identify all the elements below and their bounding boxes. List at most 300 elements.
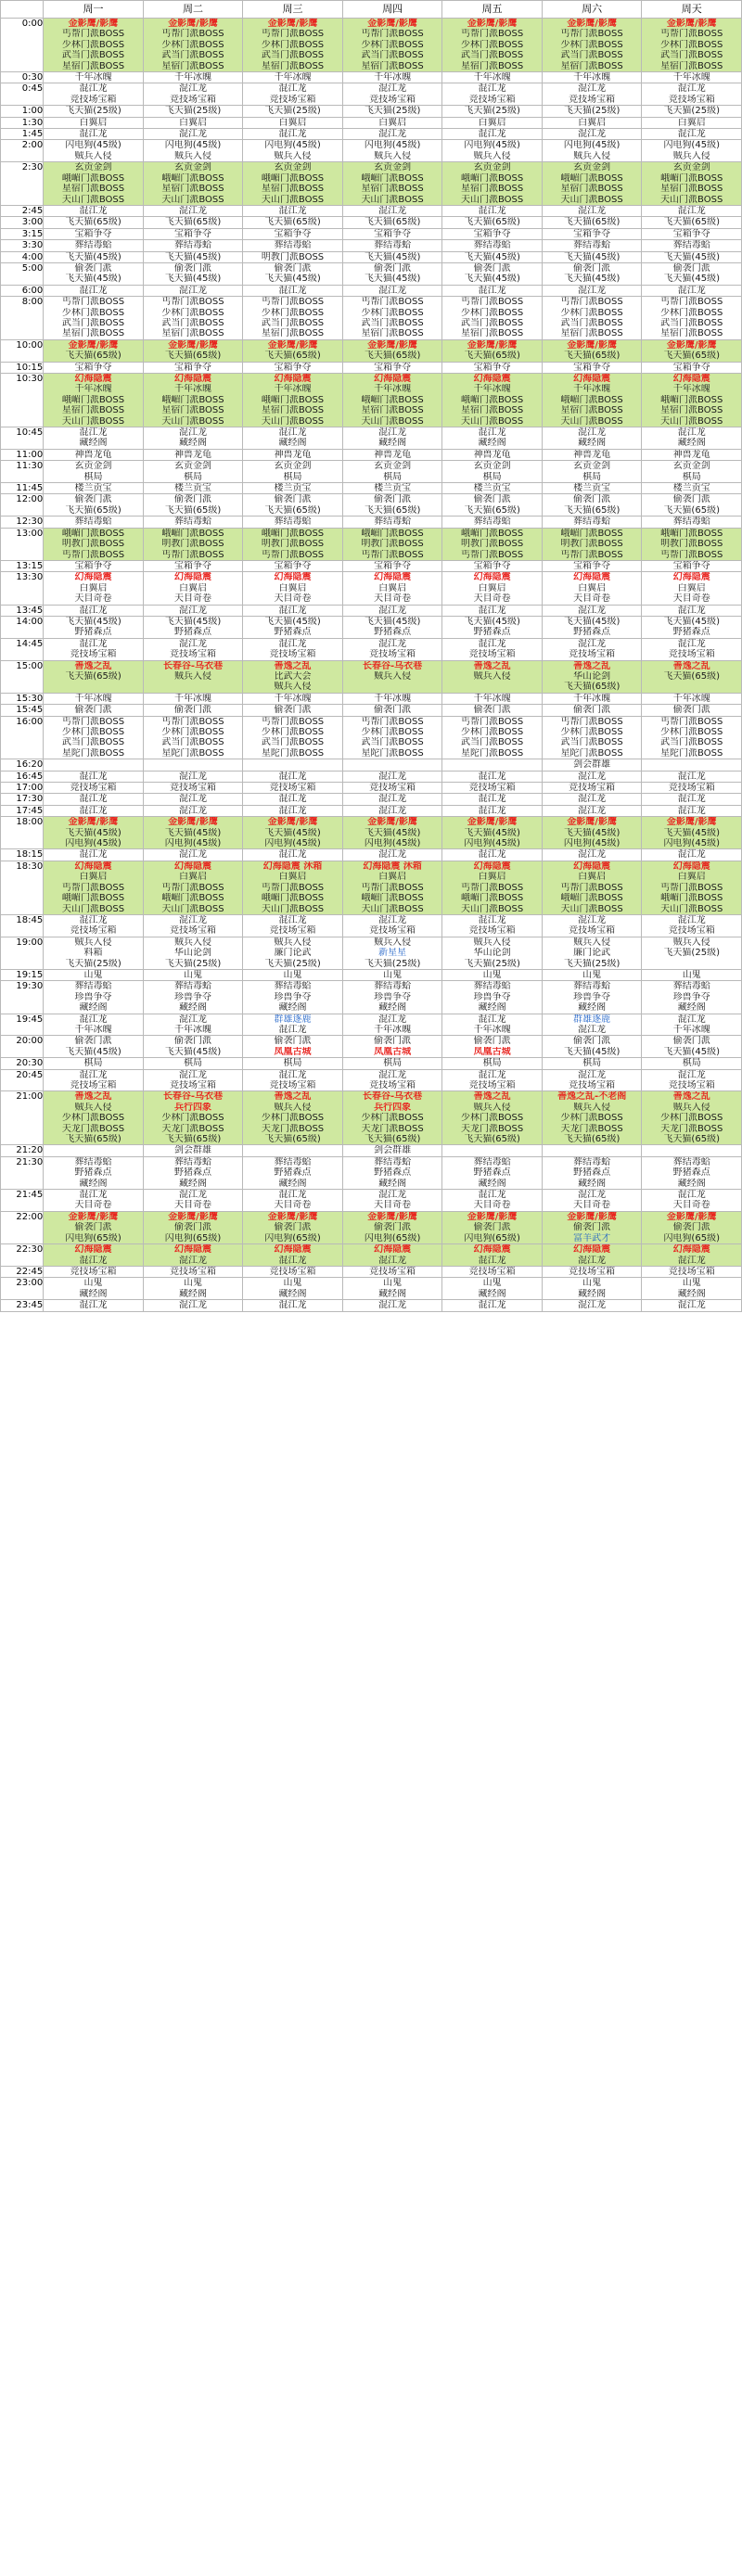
schedule-cell (243, 217, 343, 228)
event-label: 星宿门派BOSS (261, 405, 325, 416)
schedule-cell (542, 251, 642, 262)
event-label: 峨嵋门派BOSS (61, 172, 125, 184)
event-label: 善逸之乱 (74, 660, 112, 671)
schedule-cell (243, 494, 343, 516)
event-label: 星宿门派BOSS (61, 405, 125, 416)
event-label: 白翼启 (677, 872, 706, 883)
schedule-cell (442, 805, 543, 816)
event-label: 宝箱争夺 (473, 362, 511, 373)
event-label: 峨嵋门派BOSS (61, 394, 125, 405)
table-row (1, 705, 742, 716)
event-label: 千年冰魄 (274, 384, 312, 395)
table-row (1, 516, 742, 528)
event-label: 混江龙 (79, 794, 108, 805)
event-label: 幻海隐震 (174, 572, 212, 583)
table-row (1, 129, 742, 140)
time-label: 19:15 (1, 969, 44, 980)
event-label: 葬结毒蛤 (74, 516, 112, 528)
schedule-cell (642, 117, 742, 128)
schedule-cell (44, 605, 144, 616)
event-label: 金影鹰/影鹰 (367, 19, 417, 29)
event-label: 少林门派BOSS (61, 307, 125, 318)
event-label: 金影鹰/影鹰 (68, 19, 119, 29)
time-label: 4:00 (1, 251, 44, 262)
schedule-cell (442, 461, 543, 483)
schedule-cell (243, 117, 343, 128)
event-label: 星宿门派BOSS (460, 328, 524, 339)
schedule-cell (642, 759, 742, 771)
event-label: 天目奇卷 (374, 593, 412, 605)
schedule-cell (143, 716, 243, 759)
event-label: 明教门派BOSS (261, 251, 325, 262)
event-label: 金影鹰/影鹰 (666, 817, 717, 828)
event-label: 葬结毒蛤 (74, 1156, 112, 1167)
table-row (1, 805, 742, 816)
schedule-cell (243, 1211, 343, 1243)
schedule-cell (542, 106, 642, 117)
schedule-cell (442, 205, 543, 216)
schedule-cell (542, 217, 642, 228)
schedule-cell (243, 693, 343, 704)
event-label: 竞技场宝箱 (269, 925, 316, 937)
event-label: 千年冰魄 (374, 72, 412, 83)
schedule-cell (642, 461, 742, 483)
schedule-cell (342, 759, 442, 771)
schedule-cell (342, 483, 442, 494)
schedule-cell (642, 560, 742, 571)
schedule-cell (542, 285, 642, 296)
schedule-cell (342, 528, 442, 560)
event-label: 贼兵入侵 (74, 937, 112, 948)
event-label: 混江龙 (578, 427, 607, 439)
schedule-cell (642, 1036, 742, 1058)
table-row (1, 72, 742, 83)
event-label: 葬结毒蛤 (573, 1156, 611, 1167)
time-label: 18:45 (1, 914, 44, 937)
schedule-cell (442, 228, 543, 239)
event-label: 偷袭门派 (473, 1036, 511, 1047)
event-label: 飞天猫(45级) (663, 274, 720, 285)
time-label: 23:00 (1, 1278, 44, 1300)
event-label: 贼兵入侵 (374, 937, 412, 948)
event-label: 葬结毒蛤 (174, 981, 212, 992)
schedule-cell (342, 937, 442, 969)
event-label: 丐帮门派BOSS (560, 29, 623, 40)
event-label: 竞技场宝箱 (269, 94, 316, 105)
event-label: 星宿门派BOSS (460, 405, 524, 416)
event-label: 飞天猫(45级) (164, 274, 222, 285)
event-label: 峨嵋门派BOSS (460, 394, 524, 405)
schedule-cell (44, 1266, 144, 1277)
event-label: 金影鹰/影鹰 (267, 1211, 318, 1222)
schedule-cell (44, 251, 144, 262)
event-label: 偷袭门派 (174, 1222, 212, 1233)
schedule-cell (442, 1244, 543, 1267)
schedule-cell (143, 572, 243, 605)
schedule-cell (143, 1190, 243, 1212)
schedule-cell (642, 1211, 742, 1243)
event-label: 贼兵入侵 (473, 1102, 511, 1113)
schedule-cell (442, 19, 543, 72)
event-label: 偷袭门派 (374, 705, 412, 716)
event-label: 幻海隐震 (374, 572, 412, 583)
event-label: 幻海隐震 (473, 374, 511, 384)
event-label: 峨嵋门派BOSS (560, 394, 623, 405)
event-label: 混江龙 (378, 771, 407, 782)
event-label: 神兽龙龟 (274, 449, 312, 460)
event-label: 混江龙 (677, 849, 706, 861)
event-label: 偷袭门派 (274, 494, 312, 505)
schedule-cell (542, 805, 642, 816)
event-label: 宝箱争夺 (374, 228, 412, 239)
schedule-cell (442, 1278, 543, 1300)
event-label: 玄贡金剑 (74, 162, 112, 173)
table-row (1, 771, 742, 782)
schedule-cell (243, 560, 343, 571)
event-label: 混江龙 (578, 285, 607, 296)
event-label: 千年冰魄 (473, 72, 511, 83)
event-label: 混江龙 (179, 794, 208, 805)
event-label: 玄贡金剑 (174, 461, 212, 472)
event-label: 偷袭门派 (573, 705, 611, 716)
event-label: 竞技场宝箱 (269, 1080, 316, 1090)
time-label: 3:15 (1, 228, 44, 239)
event-label: 混江龙 (278, 427, 307, 439)
event-label: 混江龙 (378, 914, 407, 925)
schedule-cell (243, 705, 343, 716)
event-label: 剑会群雄 (573, 759, 611, 771)
event-label: 白翼启 (179, 117, 208, 128)
event-label: 天山门派BOSS (161, 194, 224, 205)
event-label: 闪电狗(65级) (663, 1232, 720, 1243)
event-label: 天龙门派BOSS (261, 1123, 325, 1134)
event-label: 飞天猫(45级) (364, 616, 421, 627)
event-label: 凤凰古城 (374, 1046, 412, 1057)
time-label: 2:45 (1, 205, 44, 216)
schedule-cell (642, 693, 742, 704)
event-label: 星陀门派BOSS (460, 747, 524, 759)
schedule-cell (642, 1145, 742, 1156)
event-label: 混江龙 (179, 1069, 208, 1080)
schedule-cell (143, 362, 243, 373)
event-label: 藏经阁 (478, 438, 506, 449)
table-row (1, 205, 742, 216)
event-label: 神兽龙龟 (174, 449, 212, 460)
event-label: 飞天猫(65级) (65, 351, 122, 362)
event-label: 野猪森点 (274, 627, 312, 638)
event-label: 山鬼 (383, 1278, 403, 1289)
event-label: 天山门派BOSS (460, 903, 524, 914)
event-label: 飞天猫(65级) (264, 351, 321, 362)
event-label: 混江龙 (677, 285, 706, 296)
event-label: 混江龙 (378, 638, 407, 649)
schedule-cell (143, 297, 243, 340)
schedule-cell (442, 693, 543, 704)
event-label: 千年冰魄 (573, 693, 611, 704)
event-label: 混江龙 (79, 129, 108, 140)
schedule-cell (642, 1266, 742, 1277)
schedule-body (1, 19, 742, 1312)
event-label: 幻海隐震 (174, 1244, 212, 1256)
event-label: 偷袭门派 (473, 494, 511, 505)
event-label: 混江龙 (578, 1024, 607, 1035)
event-label: 混江龙 (278, 849, 307, 861)
event-label: 幻海隐震 (672, 1244, 710, 1256)
schedule-cell (442, 162, 543, 206)
event-label: 混江龙 (378, 605, 407, 616)
time-label: 13:15 (1, 560, 44, 571)
event-label: 贼兵入侵 (672, 937, 710, 948)
schedule-cell (442, 251, 543, 262)
event-label: 善逸之乱 (274, 660, 312, 671)
schedule-cell (243, 1145, 343, 1156)
event-label: 贼兵入侵 (274, 1102, 312, 1113)
time-label: 15:45 (1, 705, 44, 716)
event-label: 兵行四象 (374, 1102, 412, 1113)
event-label: 混江龙 (278, 1069, 307, 1080)
event-label: 混江龙 (677, 83, 706, 95)
event-label: 群雄逐鹿 (274, 1014, 312, 1025)
event-label: 神兽龙龟 (74, 449, 112, 460)
table-row (1, 162, 742, 206)
schedule-cell (243, 616, 343, 638)
event-label: 丐帮门派BOSS (560, 882, 623, 893)
schedule-cell (243, 483, 343, 494)
schedule-cell (243, 783, 343, 794)
event-label: 竞技场宝箱 (170, 1266, 217, 1277)
event-label: 混江龙 (478, 771, 506, 782)
schedule-cell (143, 106, 243, 117)
event-label: 飞天猫(45级) (264, 616, 321, 627)
event-label: 白翼启 (79, 872, 108, 883)
schedule-cell (642, 449, 742, 460)
event-label: 飞天猫(45级) (164, 827, 222, 838)
event-label: 混江龙 (677, 1300, 706, 1311)
event-label: 神兽龙龟 (473, 449, 511, 460)
event-label: 闪电狗(65级) (464, 1232, 520, 1243)
schedule-cell (642, 140, 742, 162)
event-label: 混江龙 (278, 1024, 307, 1035)
event-label: 飞天猫(65级) (65, 217, 122, 228)
event-label: 飞天猫(65级) (663, 351, 720, 362)
table-row (1, 616, 742, 638)
schedule-cell (143, 759, 243, 771)
event-label: 混江龙 (79, 771, 108, 782)
event-label: 星宿门派BOSS (161, 184, 224, 195)
schedule-cell (143, 1278, 243, 1300)
event-label: 葬结毒蛤 (573, 981, 611, 992)
event-label: 混江龙 (79, 1300, 108, 1311)
event-label: 少林门派BOSS (460, 727, 524, 737)
event-label: 玄贡金剑 (274, 162, 312, 173)
schedule-cell (542, 19, 642, 72)
event-label: 天龙门派BOSS (460, 1123, 524, 1134)
event-label: 藏经阁 (179, 1002, 208, 1014)
event-label: 少林门派BOSS (660, 727, 723, 737)
schedule-cell (642, 1058, 742, 1069)
event-label: 棋局 (482, 471, 502, 482)
event-label: 竞技场宝箱 (70, 1266, 117, 1277)
event-label: 混江龙 (478, 129, 506, 140)
schedule-cell (44, 297, 144, 340)
event-label: 丐帮门派BOSS (660, 549, 723, 560)
schedule-cell (642, 162, 742, 206)
table-row (1, 660, 742, 693)
event-label: 混江龙 (578, 849, 607, 861)
table-row (1, 849, 742, 861)
schedule-cell (143, 205, 243, 216)
event-label: 千年冰魄 (174, 693, 212, 704)
event-label: 珍兽争夺 (374, 991, 412, 1002)
event-label: 山鬼 (482, 969, 502, 980)
event-label: 白翼启 (677, 117, 706, 128)
event-label: 千年冰魄 (573, 384, 611, 395)
schedule-cell (542, 693, 642, 704)
event-label: 藏经阁 (79, 1178, 108, 1189)
event-label: 飞天猫(45级) (264, 274, 321, 285)
event-label: 混江龙 (179, 1014, 208, 1025)
event-label: 武当门派BOSS (460, 50, 524, 61)
time-label: 16:00 (1, 716, 44, 759)
schedule-cell (44, 262, 144, 285)
time-label: 3:30 (1, 240, 44, 251)
event-label: 珍兽争夺 (274, 991, 312, 1002)
table-row (1, 817, 742, 849)
table-row (1, 240, 742, 251)
event-label: 飞天猫(45级) (663, 827, 720, 838)
event-label: 混江龙 (378, 805, 407, 816)
schedule-cell (342, 1211, 442, 1243)
schedule-cell (642, 705, 742, 716)
event-label: 天目奇卷 (473, 593, 511, 605)
event-label: 混江龙 (79, 205, 108, 216)
event-label: 藏经阁 (278, 1178, 307, 1189)
event-label: 混江龙 (677, 1190, 706, 1201)
event-label: 混江龙 (179, 805, 208, 816)
event-label: 混江龙 (378, 1069, 407, 1080)
event-label: 金影鹰/影鹰 (267, 817, 318, 828)
event-label: 混江龙 (179, 205, 208, 216)
event-label: 藏经阁 (278, 438, 307, 449)
event-label: 天山门派BOSS (460, 415, 524, 427)
schedule-cell (342, 1190, 442, 1212)
schedule-cell (243, 849, 343, 861)
event-label: 飞天猫(65级) (563, 682, 620, 693)
event-label: 闪电狗(45级) (364, 140, 421, 151)
event-label: 千年冰魄 (274, 693, 312, 704)
event-label: 混江龙 (179, 427, 208, 439)
event-label: 武当门派BOSS (261, 317, 325, 328)
schedule-cell (642, 374, 742, 427)
schedule-cell (143, 1014, 243, 1036)
event-label: 竞技场宝箱 (70, 94, 117, 105)
event-label: 明教门派BOSS (361, 539, 424, 550)
time-label: 11:30 (1, 461, 44, 483)
event-label: 金影鹰/影鹰 (367, 339, 417, 351)
event-label: 丐帮门派BOSS (660, 29, 723, 40)
event-label: 武当门派BOSS (660, 737, 723, 748)
event-label: 幻海隐震 (573, 374, 611, 384)
schedule-cell (642, 240, 742, 251)
event-label: 偷袭门派 (174, 1036, 212, 1047)
event-label: 善逸之乱 (573, 660, 611, 671)
event-label: 竞技场宝箱 (269, 1266, 316, 1277)
event-label: 玄贡金剑 (374, 461, 412, 472)
event-label: 峨嵋门派BOSS (560, 172, 623, 184)
event-label: 竞技场宝箱 (369, 1080, 416, 1090)
event-label: 偷袭门派 (573, 494, 611, 505)
event-label: 贼兵入侵 (274, 682, 312, 693)
event-label: 葬结毒蛤 (473, 516, 511, 528)
event-label: 野猪森点 (573, 627, 611, 638)
event-label: 长春谷-乌衣巷 (162, 1091, 224, 1103)
event-label: 千年冰魄 (374, 693, 412, 704)
event-label: 天目奇卷 (672, 1200, 710, 1211)
schedule-cell (44, 494, 144, 516)
event-label: 竞技场宝箱 (468, 1266, 516, 1277)
schedule-cell (143, 849, 243, 861)
schedule-cell (44, 1244, 144, 1267)
schedule-cell (442, 1145, 543, 1156)
schedule-cell (243, 205, 343, 216)
event-label: 葬结毒蛤 (274, 1156, 312, 1167)
event-label: 混江龙 (677, 1069, 706, 1080)
time-label: 22:00 (1, 1211, 44, 1243)
schedule-cell (342, 19, 442, 72)
event-label: 混江龙 (677, 1014, 706, 1025)
schedule-cell (342, 805, 442, 816)
time-label: 19:30 (1, 981, 44, 1014)
time-label: 16:20 (1, 759, 44, 771)
event-label: 宝箱争夺 (573, 228, 611, 239)
schedule-cell (442, 1266, 543, 1277)
event-label: 闪电狗(65级) (264, 1232, 321, 1243)
event-label: 竞技场宝箱 (569, 649, 616, 660)
event-label: 幻海隐震 (174, 374, 212, 384)
event-label: 竞技场宝箱 (170, 649, 217, 660)
event-label: 少林门派BOSS (361, 39, 424, 50)
event-label: 楼兰贡宝 (573, 483, 611, 494)
time-label: 22:30 (1, 1244, 44, 1267)
event-label: 藏经阁 (179, 438, 208, 449)
event-label: 葬结毒蛤 (74, 240, 112, 251)
event-label: 偷袭门派 (573, 262, 611, 274)
schedule-cell (642, 494, 742, 516)
schedule-cell (342, 638, 442, 660)
event-label: 少林门派BOSS (261, 39, 325, 50)
table-row (1, 605, 742, 616)
event-label: 武当门派BOSS (61, 317, 125, 328)
time-label: 18:00 (1, 817, 44, 849)
event-label: 少林门派BOSS (161, 727, 224, 737)
schedule-cell (642, 783, 742, 794)
event-label: 混江龙 (677, 205, 706, 216)
time-label: 8:00 (1, 297, 44, 340)
event-label: 飞天猫(65级) (563, 217, 620, 228)
event-label: 善逸之乱-不老阁 (557, 1091, 627, 1103)
schedule-cell (542, 72, 642, 83)
event-label: 千年冰魄 (74, 384, 112, 395)
event-label: 飞天猫(65级) (264, 504, 321, 516)
event-label: 混江龙 (79, 285, 108, 296)
time-label: 18:30 (1, 861, 44, 914)
schedule-cell (342, 140, 442, 162)
event-label: 白翼启 (278, 117, 307, 128)
schedule-cell (542, 560, 642, 571)
event-label: 混江龙 (79, 605, 108, 616)
event-label: 千年冰魄 (473, 384, 511, 395)
event-label: 棋局 (83, 471, 103, 482)
